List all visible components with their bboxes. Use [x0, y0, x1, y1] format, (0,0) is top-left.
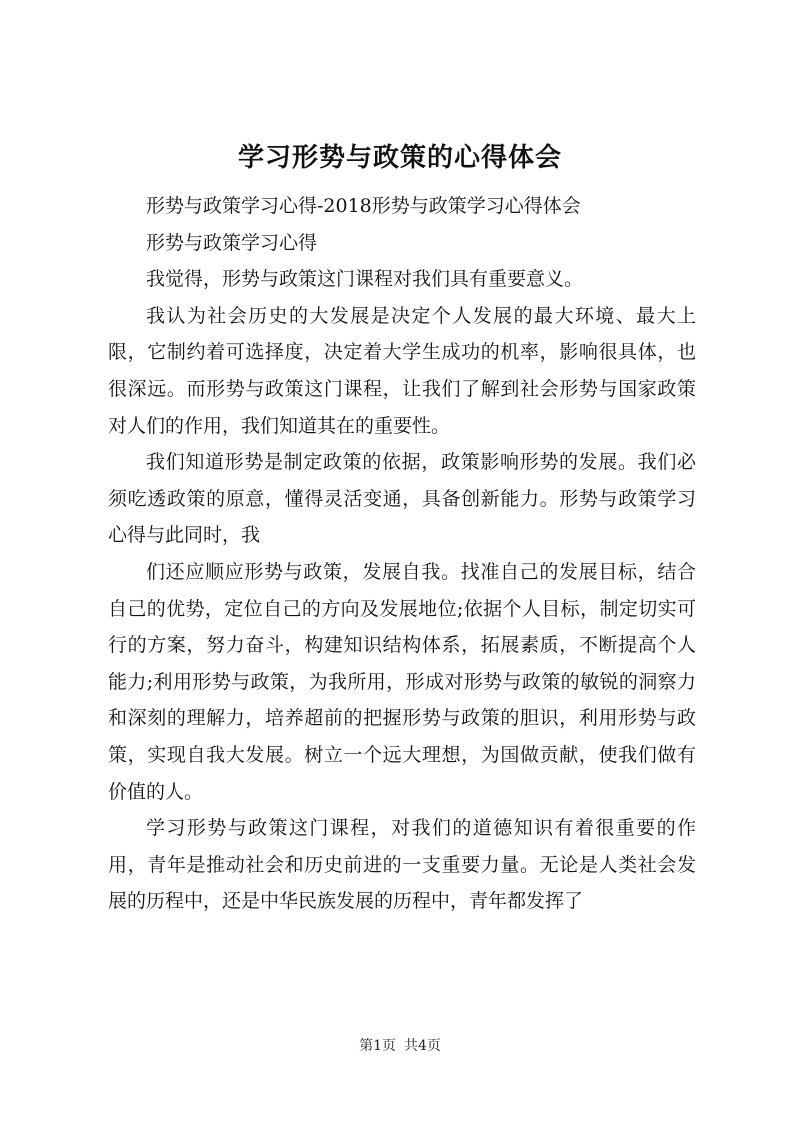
paragraph: 我们知道形势是制定政策的依据，政策影响形势的发展。我们必须吃透政策的原意，懂得灵活变通，具备创新能力。形势与政策学习心得与此同时，我 — [108, 451, 696, 547]
document-title: 学习形势与政策的心得体会 — [237, 143, 562, 173]
paragraph: 学习形势与政策这门课程，对我们的道德知识有着很重要的作用，青年是推动社会和历史前进的一支重要力量。无论是人类社会发展的历程中，还是中华民族发展的历程中，青年都发挥了 — [108, 817, 696, 913]
page-total: 共4页 — [404, 1038, 441, 1054]
paragraph-subtitle: 形势与政策学习心得-2018形势与政策学习心得体会 — [146, 195, 581, 217]
page-number: 第1页 — [359, 1038, 396, 1054]
paragraph: 我认为社会历史的大发展是决定个人发展的最大环境、最大上限，它制约着可选择度，决定着大学生成功的机率，影响很具体，也很深远。而形势与政策这门课程，让我们了解到社会形势与国家政策对人们的作用，我们知道其在的重要性。 — [108, 304, 696, 437]
paragraph: 们还应顺应形势与政策，发展自我。找准自己的发展目标，结合自己的优势，定位自己的方向及发展地位;依据个人目标，制定切实可行的方案，努力奋斗，构建知识结构体系，拓展素质，不断提高个人能力;利用形势与政策，为我所用，形成对形势与政策的敏锐的洞察力和深刻的理解力，培养超前的把握形势与政策的胆识，利用形势与政策，实现自我大发展。树立一个远大理想，为国做贡献，使我们做有价值的人。 — [108, 560, 696, 803]
page-footer — [0, 1036, 800, 1056]
paragraph-heading: 形势与政策学习心得 — [146, 231, 318, 254]
paragraph: 我觉得，形势与政策这门课程对我们具有重要意义。 — [146, 268, 584, 291]
document-body — [108, 188, 696, 920]
